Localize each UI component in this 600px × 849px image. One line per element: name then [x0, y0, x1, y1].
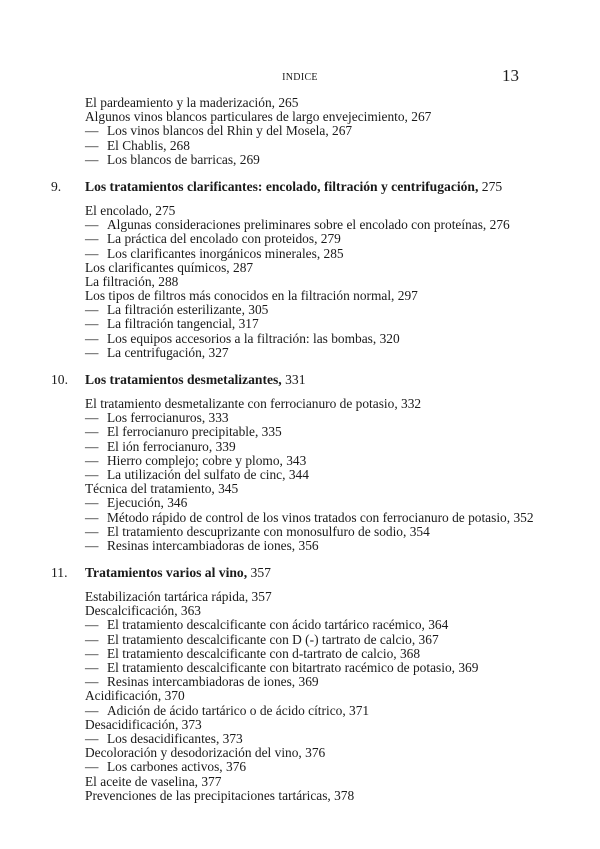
em-dash: — [85, 316, 99, 332]
em-dash: — [85, 123, 99, 139]
entry-text: El aceite de vaselina, 377 [85, 773, 222, 789]
entry-text: Algunas consideraciones preliminares sobre el encolado con proteínas, 276 [107, 217, 510, 233]
em-dash: — [85, 537, 99, 553]
chapter-heading [51, 372, 585, 387]
chapter-page: 331 [285, 372, 306, 387]
toc-subentry [85, 411, 585, 425]
toc-entry [85, 275, 585, 289]
em-dash: — [85, 466, 99, 482]
entry-text: La centrifugación, 327 [107, 344, 229, 360]
entry-text: Acidificación, 370 [85, 688, 185, 704]
em-dash: — [85, 645, 99, 661]
toc-entry [85, 590, 585, 604]
entry-text: El pardeamiento y la maderización, 265 [85, 95, 299, 110]
toc-subentry [85, 704, 585, 718]
entry-text: Técnica del tratamiento, 345 [85, 481, 239, 497]
em-dash: — [85, 438, 99, 454]
entry-text: Desacidificación, 373 [85, 716, 202, 732]
toc-subentry [85, 496, 585, 510]
page-number: 13 [502, 66, 519, 85]
entry-text: El tratamiento descalcificante con d-tartrato de calcio, 368 [107, 645, 421, 661]
chapter-page: 275 [481, 178, 503, 194]
table-of-contents [51, 95, 585, 803]
em-dash: — [85, 452, 99, 468]
toc-subentry [85, 661, 585, 675]
entry-text: Hierro complejo; cobre y plomo, 343 [107, 452, 307, 468]
toc-subentry [85, 454, 585, 468]
chapter-page: 357 [250, 565, 271, 581]
entry-text: La filtración esterilizante, 305 [107, 302, 269, 318]
toc-subentry [85, 153, 585, 167]
entry-text: Los clarificantes inorgánicos minerales, 285 [107, 245, 344, 261]
entry-text: Descalcificación, 363 [85, 603, 201, 619]
toc-subentry [85, 633, 585, 647]
chapter-entries [85, 397, 585, 553]
toc-subentry [85, 218, 585, 232]
em-dash: — [85, 617, 99, 633]
entry-text: Prevenciones de las precipitaciones tartáricas, 378 [85, 787, 355, 803]
chapter-entries [85, 204, 585, 360]
toc-entry [85, 689, 585, 703]
toc-entry [85, 746, 585, 760]
em-dash: — [85, 631, 99, 647]
toc-subentry [85, 539, 585, 553]
em-dash: — [85, 509, 99, 525]
entry-text: Algunos vinos blancos particulares de largo envejecimiento, 267 [85, 109, 432, 125]
chapter-list [51, 178, 585, 803]
toc-subentry [85, 139, 585, 153]
entry-text: El ferrocianuro precipitable, 335 [107, 424, 282, 440]
em-dash: — [85, 217, 99, 233]
toc-entry [85, 96, 585, 110]
toc-entry [85, 482, 585, 496]
entry-text: La filtración, 288 [85, 273, 179, 289]
toc-entry [85, 775, 585, 789]
running-title: INDICE [282, 72, 318, 83]
toc-subentry [85, 232, 585, 246]
em-dash: — [85, 759, 99, 775]
entry-text: Resinas intercambiadoras de iones, 356 [107, 537, 319, 553]
em-dash: — [85, 410, 99, 426]
entry-text: Los vinos blancos del Rhin y del Mosela, 267 [107, 123, 353, 139]
em-dash: — [85, 137, 99, 153]
toc-subentry [85, 525, 585, 539]
chapter-title: Los tratamientos desmetalizantes, [85, 372, 282, 387]
toc-subentry [85, 511, 585, 525]
chapter-number: 10. [51, 372, 68, 387]
toc-subentry [85, 618, 585, 632]
chapter-section [51, 565, 585, 803]
chapter-number: 9. [51, 178, 62, 194]
toc-subentry [85, 317, 585, 331]
toc-entry [85, 789, 585, 803]
em-dash: — [85, 302, 99, 318]
intro-entries [85, 96, 585, 167]
entry-text: El tratamiento descalcificante con ácido tartárico racémico, 364 [107, 617, 449, 633]
chapter-heading [51, 178, 585, 194]
chapter-number: 11. [51, 565, 68, 581]
entry-text: Los equipos accesorios a la filtración: las bombas, 320 [107, 330, 400, 346]
chapter-section [51, 178, 585, 360]
entry-text: El tratamiento descalcificante con bitartrato racémico de potasio, 369 [107, 660, 479, 675]
entry-text: La práctica del encolado con proteidos, 279 [107, 231, 341, 247]
toc-subentry [85, 425, 585, 439]
chapter-heading [51, 565, 585, 581]
em-dash: — [85, 674, 99, 690]
entry-text: Estabilización tartárica rápida, 357 [85, 589, 272, 605]
entry-text: El Chablis, 268 [107, 137, 190, 153]
entry-text: La utilización del sulfato de cinc, 344 [107, 466, 309, 482]
em-dash: — [85, 330, 99, 346]
entry-text: Decoloración y desodorización del vino, 376 [85, 745, 326, 761]
toc-subentry [85, 468, 585, 482]
toc-subentry [85, 247, 585, 261]
entry-text: El ión ferrocianuro, 339 [107, 438, 236, 454]
toc-subentry [85, 346, 585, 360]
toc-subentry [85, 732, 585, 746]
entry-text: Los carbones activos, 376 [107, 759, 247, 775]
toc-subentry [85, 303, 585, 317]
chapter-title: Los tratamientos clarificantes: encolado, filtración y centrifugación, [85, 178, 479, 194]
em-dash: — [85, 702, 99, 718]
toc-subentry [85, 647, 585, 661]
em-dash: — [85, 151, 99, 167]
toc-entry [85, 261, 585, 275]
toc-subentry [85, 332, 585, 346]
entry-text: El tratamiento desmetalizante con ferrocianuro de potasio, 332 [85, 396, 422, 411]
toc-entry [85, 289, 585, 303]
toc-entry [85, 604, 585, 618]
entry-text: Los ferrocianuros, 333 [107, 410, 229, 426]
entry-text: Adición de ácido tartárico o de ácido cítrico, 371 [107, 702, 370, 718]
toc-entry [85, 110, 585, 124]
entry-text: Método rápido de control de los vinos tratados con ferrocianuro de potasio, 352 [107, 509, 534, 525]
em-dash: — [85, 730, 99, 746]
toc-subentry [85, 675, 585, 689]
entry-text: Resinas intercambiadoras de iones, 369 [107, 674, 319, 690]
toc-subentry [85, 440, 585, 454]
chapter-title: Tratamientos varios al vino, [85, 565, 248, 581]
entry-text: El tratamiento descalcificante con D (-) tartrato de calcio, 367 [107, 631, 439, 647]
entry-text: Los blancos de barricas, 269 [107, 151, 260, 167]
em-dash: — [85, 523, 99, 539]
toc-subentry [85, 124, 585, 138]
em-dash: — [85, 344, 99, 360]
toc-entry [85, 397, 585, 411]
chapter-entries [85, 590, 585, 803]
em-dash: — [85, 245, 99, 261]
em-dash: — [85, 424, 99, 440]
em-dash: — [85, 495, 99, 511]
entry-text: La filtración tangencial, 317 [107, 316, 259, 332]
entry-text: El encolado, 275 [85, 202, 176, 218]
toc-subentry [85, 760, 585, 774]
toc-entry [85, 204, 585, 218]
page-header [0, 66, 600, 90]
em-dash: — [85, 231, 99, 247]
em-dash: — [85, 660, 99, 675]
entry-text: Los desacidificantes, 373 [107, 730, 243, 746]
entry-text: El tratamiento descuprizante con monosulfuro de sodio, 354 [107, 523, 430, 539]
toc-entry [85, 718, 585, 732]
entry-text: Los tipos de filtros más conocidos en la filtración normal, 297 [85, 288, 418, 304]
entry-text: Ejecución, 346 [107, 495, 188, 511]
chapter-section [51, 372, 585, 553]
entry-text: Los clarificantes químicos, 287 [85, 259, 254, 275]
